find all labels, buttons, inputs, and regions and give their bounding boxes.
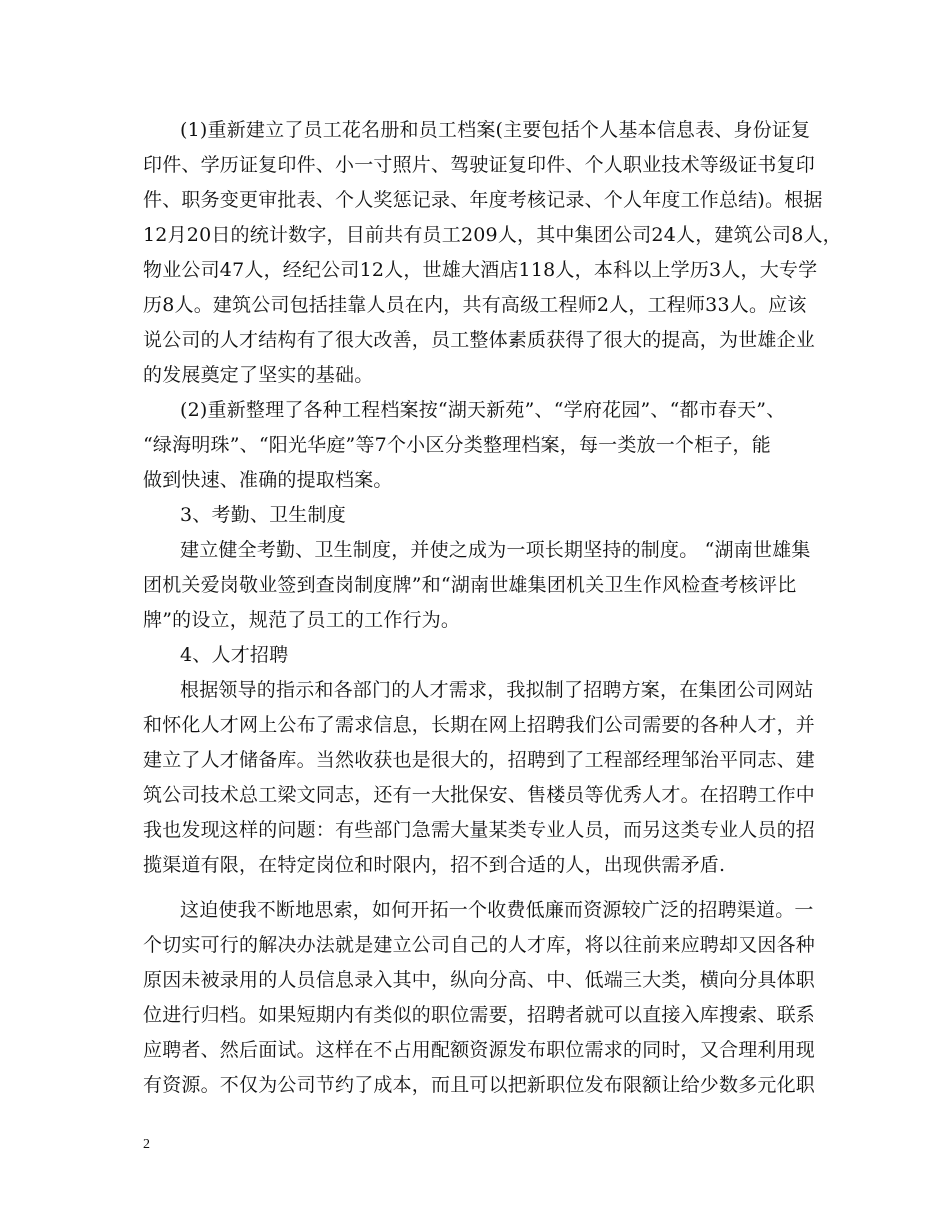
text-line: 历8人。建筑公司包括挂靠人员在内，共有高级工程师2人，工程师33人。应该 <box>143 294 807 316</box>
text-line: (1)重新建立了员工花名册和员工档案(主要包括个人基本信息表、身份证复 <box>180 119 811 141</box>
text-line: 12月20日的统计数字，目前共有员工209人，其中集团公司24人，建筑公司8人， <box>143 224 842 246</box>
text-line: 建立了人才储备库。当然收获也是很大的，招聘到了工程部经理邹治平同志、建 <box>143 749 816 771</box>
text-line: 印件、学历证复印件、小一寸照片、驾驶证复印件、个人职业技术等级证书复印 <box>143 154 816 176</box>
section-heading: 3、考勤、卫生制度 <box>180 504 346 526</box>
text-line: 物业公司47人，经纪公司12人，世雄大酒店118人，本科以上学历3人，大专学 <box>143 259 818 281</box>
page-number: 2 <box>143 1137 150 1152</box>
text-line: 牌”的设立，规范了员工的工作行为。 <box>143 609 461 631</box>
text-line: 原因未被录用的人员信息录入其中，纵向分高、中、低端三大类，横向分具体职 <box>143 969 816 991</box>
text-line: 揽渠道有限，在特定岗位和时限内，招不到合适的人，出现供需矛盾. <box>143 854 726 876</box>
text-line: 位进行归档。如果短期内有类似的职位需要，招聘者就可以直接入库搜索、联系 <box>143 1004 816 1026</box>
text-line: 团机关爱岗敬业签到查岗制度牌”和“湖南世雄集团机关卫生作风检查考核评比 <box>143 574 797 596</box>
text-line: 这迫使我不断地思索，如何开拓一个收费低廉而资源较广泛的招聘渠道。一 <box>180 899 814 921</box>
text-line: 有资源。不仅为公司节约了成本，而且可以把新职位发布限额让给少数多元化职 <box>143 1074 816 1096</box>
text-line: 筑公司技术总工梁文同志，还有一大批保安、售楼员等优秀人才。在招聘工作中 <box>143 784 816 806</box>
text-line: 我也发现这样的问题：有些部门急需大量某类专业人员，而另这类专业人员的招 <box>143 819 816 841</box>
text-line: 的发展奠定了坚实的基础。 <box>143 364 374 386</box>
text-line: 建立健全考勤、卫生制度，并使之成为一项长期坚持的制度。 “湖南世雄集 <box>180 539 811 561</box>
text-line: 根据领导的指示和各部门的人才需求，我拟制了招聘方案，在集团公司网站 <box>180 679 814 701</box>
text-line: 应聘者、然后面试。这样在不占用配额资源发布职位需求的同时，又合理利用现 <box>143 1039 816 1061</box>
text-line: 说公司的人才结构有了很大改善，员工整体素质获得了很大的提高，为世雄企业 <box>143 329 816 351</box>
section-heading: 4、人才招聘 <box>180 644 289 666</box>
text-line: 件、职务变更审批表、个人奖惩记录、年度考核记录、个人年度工作总结)。根据 <box>143 189 823 211</box>
text-line: 做到快速、准确的提取档案。 <box>143 469 393 491</box>
text-line: (2)重新整理了各种工程档案按“湖天新苑”、“学府花园”、“都市春天”、 <box>180 399 786 421</box>
text-line: “绿海明珠”、“阳光华庭”等7个小区分类整理档案，每一类放一个柜子，能 <box>143 434 771 456</box>
text-line: 和怀化人才网上公布了需求信息，长期在网上招聘我们公司需要的各种人才，并 <box>143 714 816 736</box>
text-line: 个切实可行的解决办法就是建立公司自己的人才库，将以往前来应聘却又因各种 <box>143 934 816 956</box>
